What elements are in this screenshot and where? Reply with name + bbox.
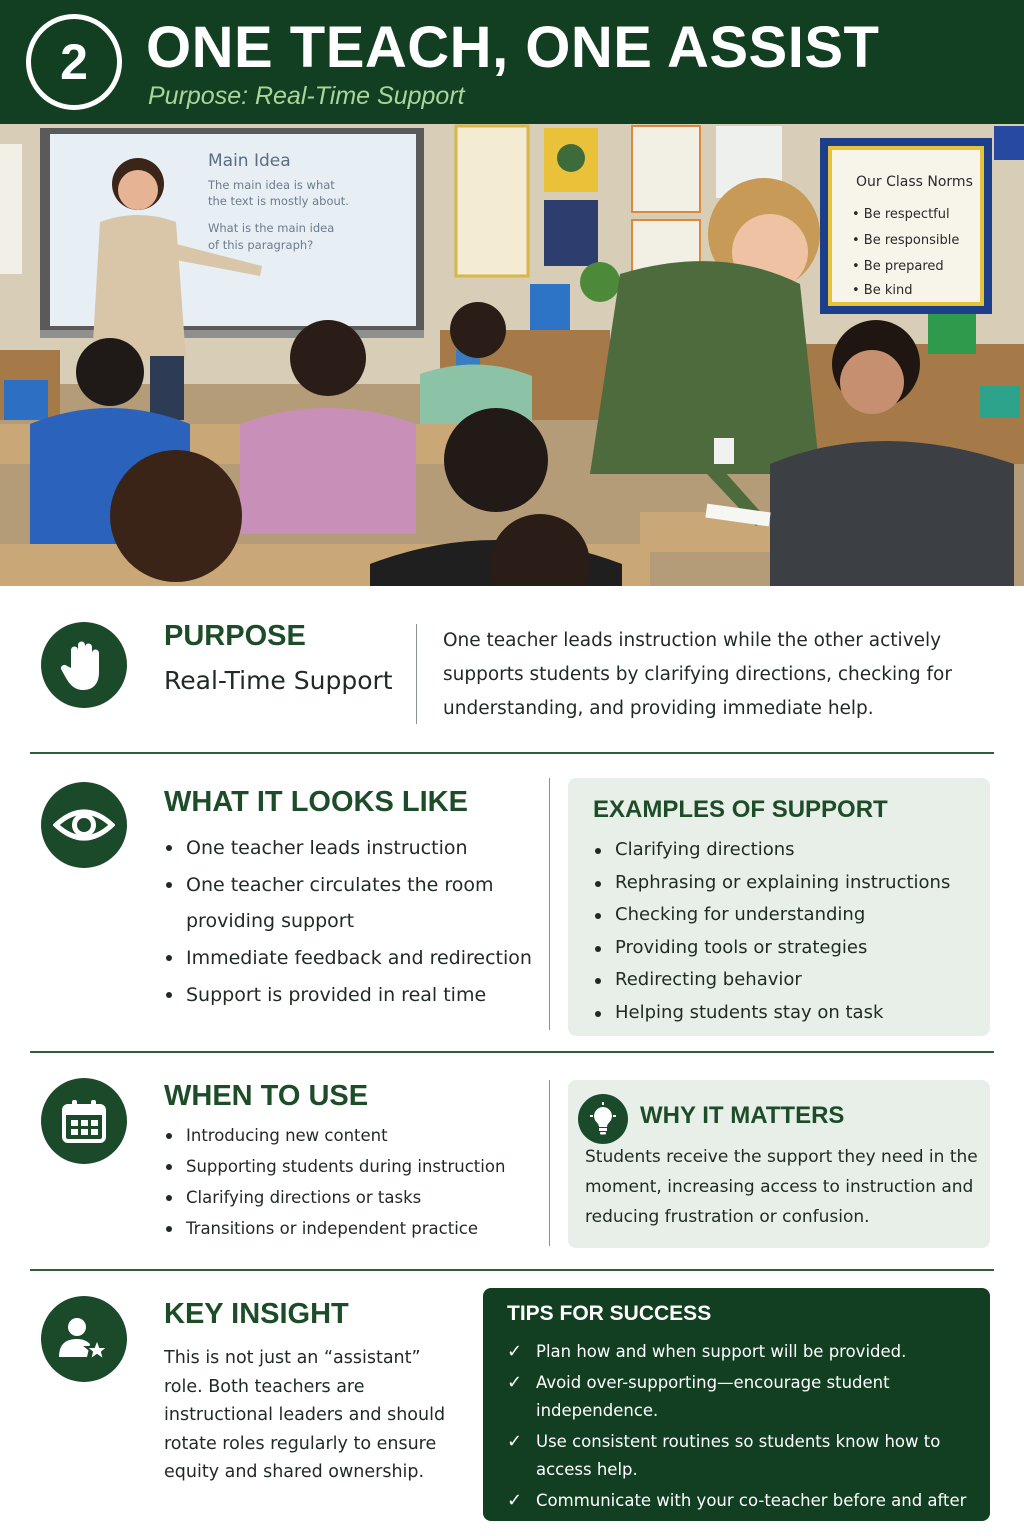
norms-item-3: • Be prepared xyxy=(852,259,944,274)
section-divider xyxy=(30,1051,994,1053)
list-item: Supporting students during instruction xyxy=(164,1151,534,1182)
norms-title: Our Class Norms xyxy=(856,174,973,190)
looks-like-heading: WHAT IT LOOKS LIKE xyxy=(164,786,468,818)
purpose-description: One teacher leads instruction while the other actively supports students by clarifying directions, checking for understanding, and providing immediate help. xyxy=(443,630,952,719)
page-subtitle: Purpose: Real-Time Support xyxy=(148,82,465,110)
tips-list xyxy=(507,1338,982,1536)
classroom-photo xyxy=(0,124,1024,586)
purpose-subheading: Real-Time Support xyxy=(164,666,393,695)
check-icon: ✓ xyxy=(507,1341,523,1362)
list-item: Helping students stay on task xyxy=(593,997,983,1030)
page-title: ONE TEACH, ONE ASSIST xyxy=(146,15,880,80)
tips-heading: TIPS FOR SUCCESS xyxy=(507,1302,712,1325)
purpose-divider xyxy=(416,624,417,724)
looks-like-list xyxy=(164,830,534,1014)
list-item: ✓ Plan how and when support will be provided. xyxy=(507,1338,982,1366)
insight-heading: KEY INSIGHT xyxy=(164,1298,349,1330)
section-divider xyxy=(30,1269,994,1271)
insight-description: This is not just an “assistant” role. Both teachers are instructional leaders and should rotate roles regularly to ensure equity and shared ownership. xyxy=(164,1348,446,1482)
norms-item-4: • Be kind xyxy=(852,283,913,298)
hand-icon xyxy=(41,622,127,708)
board-line-1: The main idea is what xyxy=(208,178,335,192)
check-icon: ✓ xyxy=(507,1490,523,1511)
board-line-4: of this paragraph? xyxy=(208,238,314,252)
list-item: Immediate feedback and redirection xyxy=(164,940,534,976)
board-line-2: the text is mostly about. xyxy=(208,194,349,208)
classroom-illustration xyxy=(0,124,1024,586)
list-item: Redirecting behavior xyxy=(593,964,983,997)
eye-icon xyxy=(41,782,127,868)
examples-heading: EXAMPLES OF SUPPORT xyxy=(593,796,888,823)
column-divider xyxy=(549,778,550,1030)
when-to-use-heading: WHEN TO USE xyxy=(164,1080,369,1112)
list-item: ✓ Use consistent routines so students know how to access help. xyxy=(507,1428,982,1484)
column-divider xyxy=(549,1080,550,1246)
header-banner xyxy=(0,0,1024,124)
section-divider xyxy=(30,752,994,754)
list-item: Introducing new content xyxy=(164,1120,534,1151)
why-description: Students receive the support they need in the moment, increasing access to instruction and reducing frustration or confusion. xyxy=(585,1147,978,1227)
list-item: Rephrasing or explaining instructions xyxy=(593,867,983,900)
board-line-3: What is the main idea xyxy=(208,221,335,235)
norms-item-1: • Be respectful xyxy=(852,207,950,222)
list-item: Transitions or independent practice xyxy=(164,1213,534,1244)
list-item: ✓ Communicate with your co-teacher before and after the lesson. xyxy=(507,1487,982,1536)
board-heading: Main Idea xyxy=(208,151,291,171)
purpose-heading: PURPOSE xyxy=(164,620,306,652)
list-item: Clarifying directions or tasks xyxy=(164,1182,534,1213)
list-item: ✓ Avoid over-supporting—encourage student independence. xyxy=(507,1369,982,1425)
check-icon: ✓ xyxy=(507,1372,523,1393)
lightbulb-icon xyxy=(578,1094,628,1144)
list-item: Providing tools or strategies xyxy=(593,932,983,965)
examples-list xyxy=(593,834,983,1030)
list-item: Support is provided in real time xyxy=(164,977,534,1013)
list-item: One teacher leads instruction xyxy=(164,830,534,866)
norms-item-2: • Be responsible xyxy=(852,233,960,248)
section-number-badge: 2 xyxy=(26,14,122,110)
calendar-icon xyxy=(41,1078,127,1164)
person-star-icon xyxy=(41,1296,127,1382)
when-to-use-list xyxy=(164,1120,534,1244)
list-item: One teacher circulates the room providing support xyxy=(164,867,534,939)
list-item: Clarifying directions xyxy=(593,834,983,867)
list-item: Checking for understanding xyxy=(593,899,983,932)
check-icon: ✓ xyxy=(507,1431,523,1452)
why-heading: WHY IT MATTERS xyxy=(640,1102,845,1129)
